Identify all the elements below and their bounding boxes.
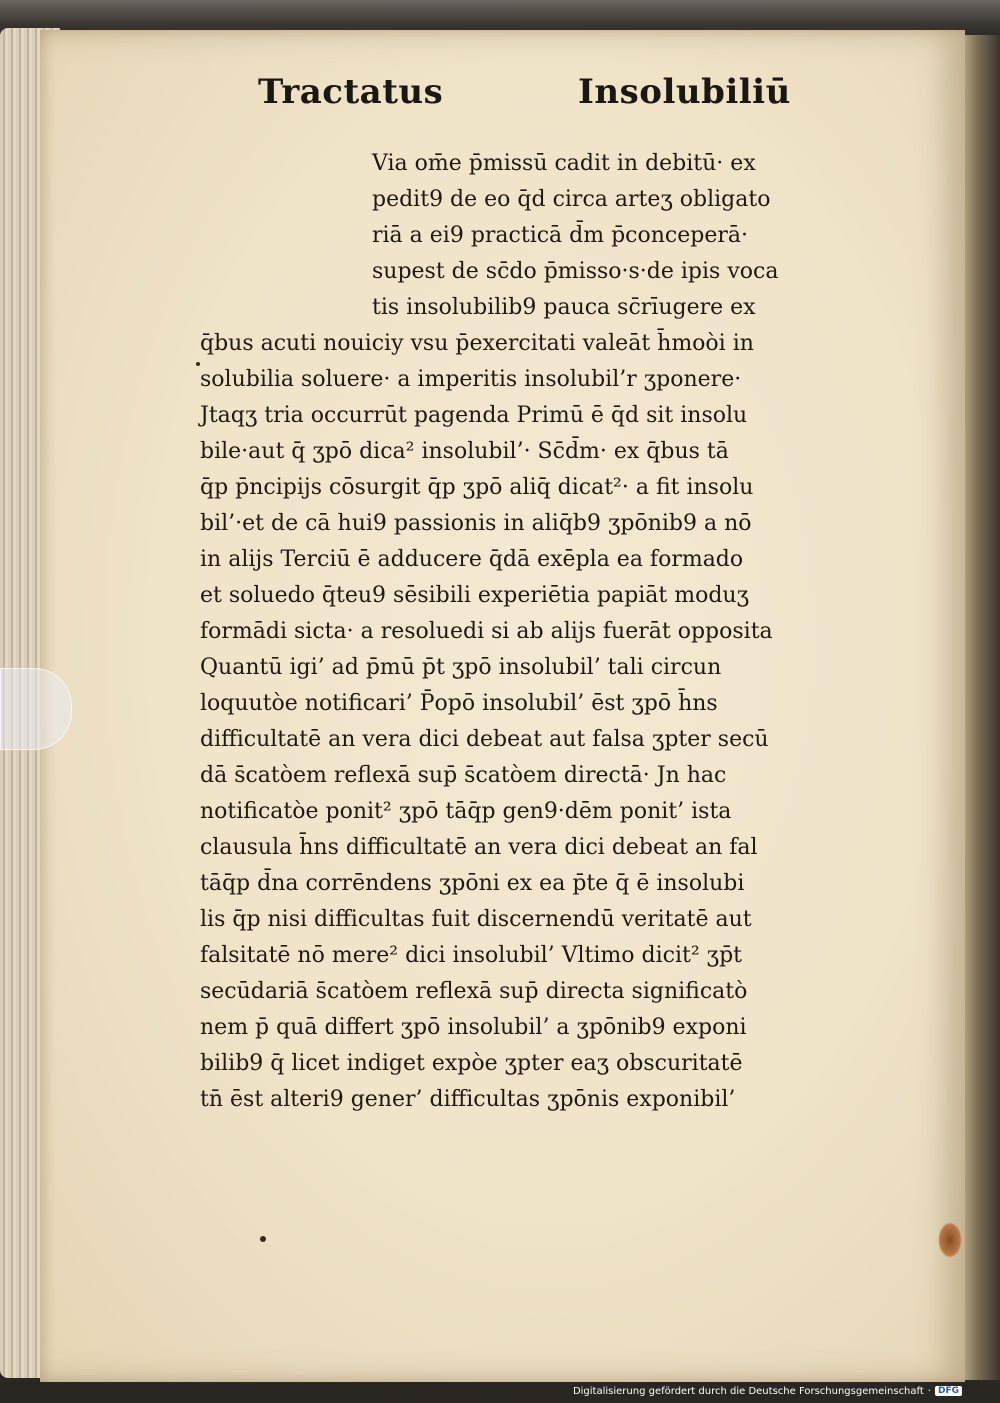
header-left-word: Tractatus [258,72,444,112]
text-line: tn̄ ēst alteri9 gener’ difficultas ʒpōnis exponibil’ [200,1087,736,1112]
text-line: loquutòe notificari’ P̄opō insolubil’ ēst ʒpō h̄ns [200,691,718,716]
text-line: bil’·et de cā hui9 passionis in aliq̄b9 ʒpōnib9 a nō [200,511,752,536]
text-line: bilib9 q̄ licet indiget expòe ʒpter eaʒ obscuritatē [200,1051,743,1076]
text-line: Quantū igi’ ad p̄mū p̄t ʒpō insolubil’ tali circun [200,655,722,680]
text-line: difficultatē an vera dici debeat aut falsa ʒpter secū [200,727,769,752]
page-clip [0,668,72,750]
ink-spot [260,1236,266,1242]
text-line: et soluedo q̄teu9 sēsibili experiētia papiāt moduʒ [200,583,749,608]
text-line: Via om̄e p̄missū cadit in debitū· ex [372,151,756,176]
text-line: q̄bus acuti nouiciy vsu p̄exercitati valeāt h̄moòi in [200,331,754,356]
paper-stain [938,1222,962,1258]
dfg-logo: DFG [935,1386,962,1396]
text-line: notificatòe ponit² ʒpō tāq̄p gen9·dēm ponit’ ista [200,799,732,824]
ink-spot [196,362,200,366]
digitization-credit: Digitalisierung gefördert durch die Deutsche Forschungsgemeinschaft · DFG [573,1383,962,1399]
text-line: nem p̄ quā differt ʒpō insolubil’ a ʒpōnib9 exponi [200,1015,747,1040]
header-right-word: Insolubiliū [578,72,791,112]
running-header [0,72,1000,122]
text-line: dā s̄catòem reflexā sup̄ s̄catòem directā· Jn hac [200,763,727,788]
text-line: clausula h̄ns difficultatē an vera dici debeat an fal [200,835,758,860]
text-line: lis q̄p nisi difficultas fuit discernendū veritatē aut [200,907,752,932]
book-right-edge [962,35,1000,1380]
text-line: q̄p p̄ncipijs cōsurgit q̄p ʒpō aliq̄ dicat²· a fit insolu [200,475,754,500]
text-line: falsitatē nō mere² dici insolubil’ Vltimo dicit² ʒp̄t [200,943,742,968]
text-line: tis insolubilib9 pauca sc̄rīugere ex [372,295,756,320]
text-line: bile·aut q̄ ʒpō dica² insolubil’· Sc̄d̄m· ex q̄bus tā [200,439,729,464]
text-line: tāq̄p d̄na corrēndens ʒpōni ex ea p̄te q̄ ē insolubi [200,871,745,896]
text-line: solubilia soluere· a imperitis insolubil’r ʒponere· [200,367,742,392]
text-line: secūdariā s̄catòem reflexā sup̄ directa significatò [200,979,748,1004]
text-line: formādi sicta· a resoluedi si ab alijs fuerāt opposita [200,619,773,644]
text-line: supest de sc̄do p̄misso·s·de ipis voca [372,259,779,284]
text-line: riā a ei9 practicā d̄m p̄conceperā· [372,223,748,248]
text-line: pedit9 de eo q̄d circa arteʒ obligato [372,187,771,212]
credit-text: Digitalisierung gefördert durch die Deutsche Forschungsgemeinschaft [572,1385,924,1397]
text-line: Jtaqʒ tria occurrūt pagenda Primū ē q̄d sit insolu [200,403,748,428]
text-line: in alijs Terciū ē adducere q̄dā exēpla ea formado [200,547,744,572]
